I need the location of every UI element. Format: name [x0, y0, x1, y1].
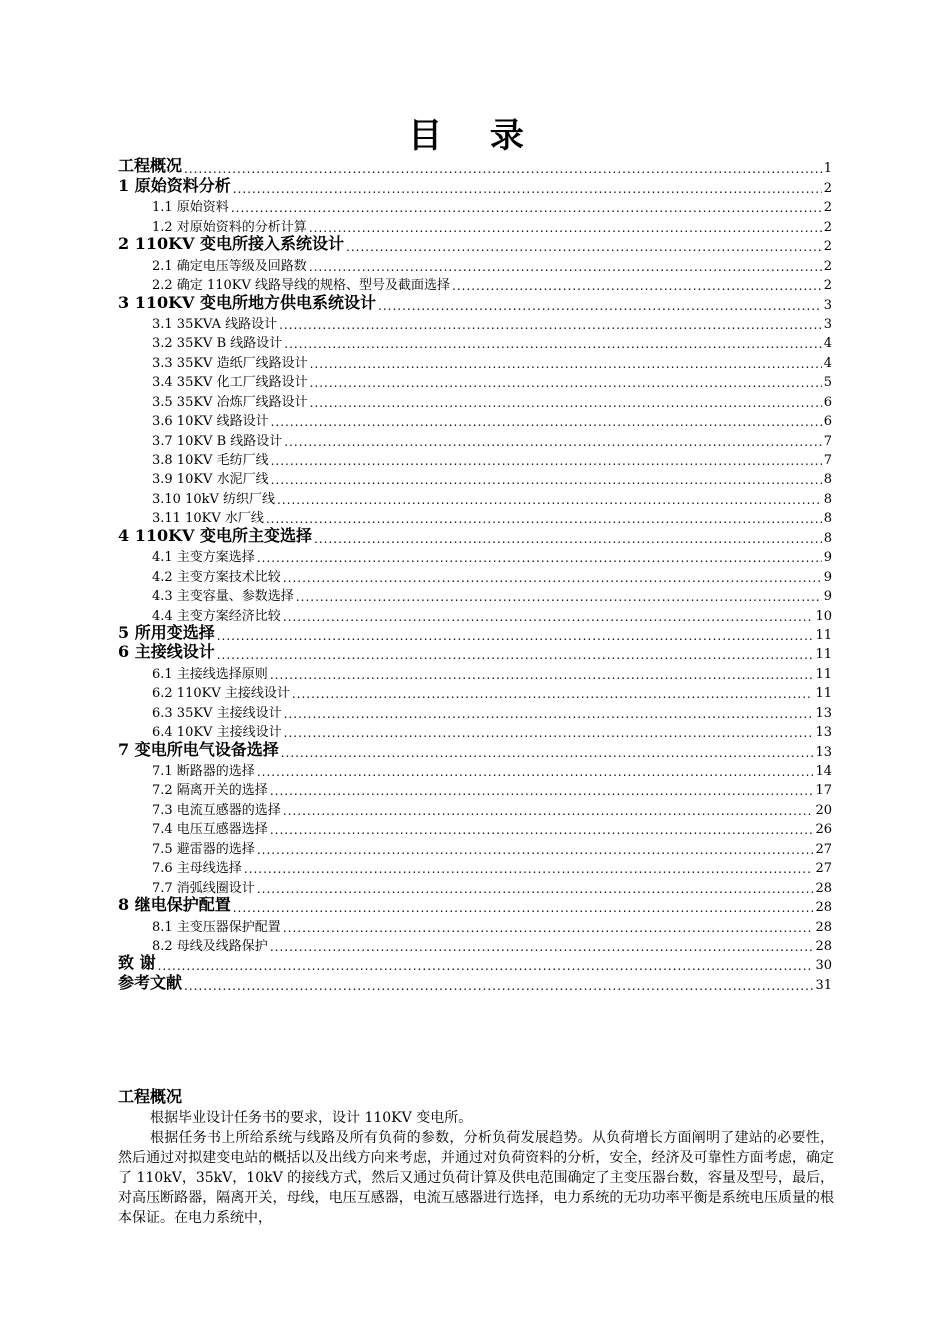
toc-entry[interactable]	[118, 954, 832, 973]
toc-entry-label: 致 谢	[118, 953, 156, 973]
toc-entry-page: 1	[823, 161, 832, 177]
toc-entry-page: 13	[815, 744, 832, 760]
toc-entry[interactable]	[118, 390, 832, 409]
toc-entry-label: 6.4 10KV 主接线设计	[152, 725, 282, 741]
toc-entry-label: 7.3 电流互感器的选择	[152, 802, 281, 818]
toc-entry[interactable]	[118, 507, 832, 526]
toc-entry[interactable]	[118, 973, 832, 992]
toc-entry-page: 20	[815, 802, 832, 818]
toc-dot-leader	[346, 240, 822, 254]
toc-entry[interactable]	[118, 701, 832, 720]
toc-entry-page: 8	[823, 491, 832, 507]
toc-entry-page: 31	[815, 977, 832, 993]
toc-entry-label: 4 110KV 变电所主变选择	[118, 526, 312, 545]
toc-entry-page: 27	[815, 861, 832, 877]
toc-dot-leader	[233, 182, 822, 196]
toc-entry-label: 7.5 避雷器的选择	[152, 841, 255, 857]
toc-entry-label: 8 继电保护配置	[118, 895, 231, 915]
toc-dot-leader	[271, 415, 822, 429]
toc-entry-page: 5	[823, 375, 832, 391]
toc-entry[interactable]	[118, 818, 832, 837]
toc-entry-label: 4.2 主变方案技术比较	[152, 569, 281, 585]
toc-dot-leader	[292, 687, 814, 701]
toc-entry-page: 27	[815, 841, 832, 857]
toc-dot-leader	[257, 551, 822, 565]
toc-entry-page: 28	[815, 919, 832, 935]
toc-entry-label: 3.6 10KV 线路设计	[152, 414, 269, 430]
toc-dot-leader	[283, 571, 822, 585]
toc-entry[interactable]	[118, 176, 832, 195]
toc-dot-leader	[284, 337, 821, 351]
toc-entry[interactable]	[118, 526, 832, 545]
toc-entry[interactable]	[118, 313, 832, 332]
toc-dot-leader	[271, 454, 822, 468]
toc-entry-page: 8	[823, 511, 832, 527]
toc-dot-leader	[283, 804, 814, 818]
toc-dot-leader	[309, 221, 822, 235]
toc-entry-page: 26	[815, 822, 832, 838]
toc-entry[interactable]	[118, 254, 832, 273]
toc-entry-label: 7 变电所电气设备选择	[118, 740, 279, 759]
toc-dot-leader	[231, 201, 822, 215]
toc-entry-page: 10	[815, 608, 832, 624]
toc-dot-leader	[310, 396, 822, 410]
toc-entry-page: 6	[823, 394, 832, 410]
toc-dot-leader	[283, 921, 814, 935]
toc-entry[interactable]	[118, 604, 832, 623]
toc-dot-leader	[244, 862, 814, 876]
toc-entry-label: 7.1 断路器的选择	[152, 764, 255, 779]
toc-entry-page: 2	[823, 278, 832, 294]
toc-entry[interactable]	[118, 760, 832, 779]
toc-entry-label: 2.1 确定电压等级及回路数	[152, 258, 307, 274]
toc-entry[interactable]	[118, 546, 832, 565]
toc-entry-page: 11	[815, 627, 832, 643]
toc-dot-leader	[266, 512, 822, 526]
toc-entry-label: 工程概况	[118, 157, 183, 176]
toc-entry-page: 9	[823, 569, 832, 585]
toc-entry[interactable]	[118, 896, 832, 915]
toc-entry-label: 1.2 对原始资料的分析计算	[152, 219, 307, 235]
toc-entry-page: 4	[823, 336, 832, 352]
toc-entry[interactable]	[118, 351, 832, 370]
toc-entry-page: 2	[823, 180, 832, 196]
toc-entry-label: 7.4 电压互感器选择	[152, 822, 268, 838]
toc-entry-page: 9	[823, 589, 832, 605]
toc-dot-leader	[279, 318, 822, 332]
toc-dot-leader	[257, 843, 814, 857]
toc-dot-leader	[296, 590, 822, 604]
toc-entry-page: 2	[823, 200, 832, 216]
toc-entry[interactable]	[118, 274, 832, 293]
toc-entry[interactable]	[118, 293, 832, 312]
toc-entry-page: 8	[823, 472, 832, 488]
toc-dot-leader	[378, 299, 822, 313]
toc-entry[interactable]	[118, 935, 832, 954]
toc-entry-label: 7.7 消弧线圈设计	[152, 880, 255, 896]
toc-entry[interactable]	[118, 876, 832, 895]
toc-entry[interactable]	[118, 585, 832, 604]
toc-entry[interactable]	[118, 682, 832, 701]
toc-entry-label: 8.2 母线及线路保护	[152, 938, 268, 954]
toc-dot-leader	[284, 707, 814, 721]
toc-entry-page: 2	[823, 258, 832, 274]
toc-entry[interactable]	[118, 487, 832, 506]
toc-dot-leader	[283, 610, 814, 624]
toc-dot-leader	[217, 648, 814, 662]
toc-dot-leader	[452, 279, 822, 293]
toc-dot-leader	[257, 882, 814, 896]
toc-entry[interactable]	[118, 468, 832, 487]
toc-entry-page: 28	[815, 938, 832, 954]
table-of-contents	[118, 157, 832, 993]
toc-entry[interactable]	[118, 721, 832, 740]
toc-entry-page: 13	[815, 725, 832, 741]
toc-entry-page: 2	[823, 239, 832, 255]
toc-dot-leader	[271, 473, 822, 487]
toc-entry-page: 9	[823, 550, 832, 566]
toc-entry-page: 28	[815, 900, 832, 916]
toc-entry[interactable]	[118, 410, 832, 429]
toc-entry-page: 2	[823, 219, 832, 235]
toc-entry-page: 13	[815, 705, 832, 721]
toc-entry-label: 2.2 确定 110KV 线路导线的规格、型号及截面选择	[152, 278, 450, 294]
overview-section	[118, 1086, 834, 1228]
toc-dot-leader	[277, 493, 822, 507]
toc-entry-label: 7.6 主母线选择	[152, 861, 242, 877]
toc-entry-label: 1 原始资料分析	[118, 176, 231, 195]
toc-entry-page: 11	[815, 647, 832, 663]
toc-entry-label: 3.7 10KV B 线路设计	[152, 433, 283, 449]
toc-entry[interactable]	[118, 196, 832, 215]
toc-entry[interactable]	[118, 798, 832, 817]
toc-entry-label: 5 所用变选择	[118, 623, 215, 642]
toc-dot-leader	[310, 357, 822, 371]
toc-dot-leader	[310, 376, 822, 390]
toc-entry-page: 28	[815, 880, 832, 896]
toc-dot-leader	[233, 901, 814, 915]
toc-entry[interactable]	[118, 157, 832, 176]
toc-entry-label: 3.5 35KV 冶炼厂线路设计	[152, 394, 308, 410]
toc-entry-label: 3.10 10kV 纺织厂线	[152, 491, 276, 507]
toc-entry-label: 8.1 主变压器保护配置	[152, 919, 281, 935]
toc-entry-label: 4.1 主变方案选择	[152, 550, 255, 566]
toc-entry-label: 7.2 隔离开关的选择	[152, 783, 268, 799]
toc-dot-leader	[284, 435, 821, 449]
toc-entry-label: 3.8 10KV 毛纺厂线	[152, 453, 269, 468]
toc-dot-leader	[270, 940, 814, 954]
toc-entry-page: 30	[815, 958, 832, 974]
toc-dot-leader	[257, 765, 814, 779]
toc-entry[interactable]	[118, 857, 832, 876]
toc-dot-leader	[158, 959, 814, 973]
toc-entry-label: 4.4 主变方案经济比较	[152, 608, 281, 624]
overview-paragraph-2: 根据任务书上所给系统与线路及所有负荷的参数，分析负荷发展趋势。从负荷增长方面阐明了建站的必要性，然后通过对拟建变电站的概括以及出线方向来考虑，并通过对负荷资料的分析，安全，经济及可靠性方面考虑，确定了 110kV，35kV，10kV 的接线方式，然后又通过负荷计算及供电范围确定了主变压器台数，容量及型号，最后，对高压断路器，隔离开关，母线，电压互感器，电流互感器进行选择，电力系统的无功功率平衡是系统电压质量的根本保证。在电力系统中，	[118, 1130, 834, 1226]
toc-dot-leader	[270, 784, 814, 798]
toc-entry-page: 6	[823, 414, 832, 430]
toc-entry[interactable]	[118, 332, 832, 351]
overview-paragraph-1: 根据毕业设计任务书的要求，设计 110KV 变电所。	[150, 1110, 473, 1126]
toc-entry-page: 7	[823, 433, 832, 449]
toc-entry-label: 3.4 35KV 化工厂线路设计	[152, 375, 308, 391]
toc-dot-leader	[309, 260, 822, 274]
toc-entry[interactable]	[118, 915, 832, 934]
toc-entry-label: 1.1 原始资料	[152, 200, 229, 216]
toc-entry-page: 4	[823, 355, 832, 371]
toc-entry[interactable]	[118, 215, 832, 234]
toc-entry-page: 3	[823, 316, 832, 332]
toc-entry-page: 11	[815, 686, 832, 702]
toc-entry[interactable]	[118, 662, 832, 681]
toc-entry-label: 6.1 主接线选择原则	[152, 666, 268, 682]
toc-entry-label: 6.3 35KV 主接线设计	[152, 705, 282, 721]
toc-entry[interactable]	[118, 565, 832, 584]
toc-entry[interactable]	[118, 371, 832, 390]
toc-entry[interactable]	[118, 643, 832, 662]
toc-entry-page: 3	[823, 297, 832, 313]
toc-entry-label: 4.3 主变容量、参数选择	[152, 589, 294, 605]
toc-entry[interactable]	[118, 624, 832, 643]
toc-entry-label: 3.11 10KV 水厂线	[152, 511, 264, 527]
toc-dot-leader	[270, 668, 814, 682]
toc-entry-label: 3.9 10KV 水泥厂线	[152, 472, 269, 488]
toc-entry-label: 2 110KV 变电所接入系统设计	[118, 234, 344, 254]
toc-entry-page: 7	[823, 453, 832, 468]
toc-entry[interactable]	[118, 235, 832, 254]
toc-dot-leader	[314, 532, 822, 546]
overview-heading: 工程概况	[118, 1087, 183, 1106]
toc-dot-leader	[217, 629, 814, 643]
toc-dot-leader	[184, 979, 813, 993]
toc-entry-page: 14	[815, 764, 832, 779]
toc-dot-leader	[270, 823, 814, 837]
toc-entry-label: 3 110KV 变电所地方供电系统设计	[118, 293, 376, 312]
toc-entry-label: 3.1 35KVA 线路设计	[152, 316, 278, 332]
toc-entry-label: 6 主接线设计	[118, 642, 215, 662]
toc-title: 目 录	[408, 116, 542, 156]
toc-entry[interactable]	[118, 449, 832, 468]
toc-dot-leader	[284, 726, 814, 740]
toc-entry[interactable]	[118, 429, 832, 448]
toc-dot-leader	[281, 746, 814, 760]
toc-entry-page: 8	[823, 530, 832, 546]
toc-entry-label: 3.2 35KV B 线路设计	[152, 336, 283, 352]
toc-entry-label: 参考文献	[118, 973, 183, 992]
toc-entry-page: 11	[815, 666, 832, 682]
toc-entry[interactable]	[118, 837, 832, 856]
toc-entry-label: 3.3 35KV 造纸厂线路设计	[152, 355, 308, 371]
toc-entry-page: 17	[815, 783, 832, 799]
toc-dot-leader	[184, 162, 822, 176]
toc-entry[interactable]	[118, 779, 832, 798]
toc-entry[interactable]	[118, 740, 832, 759]
toc-entry-label: 6.2 110KV 主接线设计	[152, 686, 290, 702]
